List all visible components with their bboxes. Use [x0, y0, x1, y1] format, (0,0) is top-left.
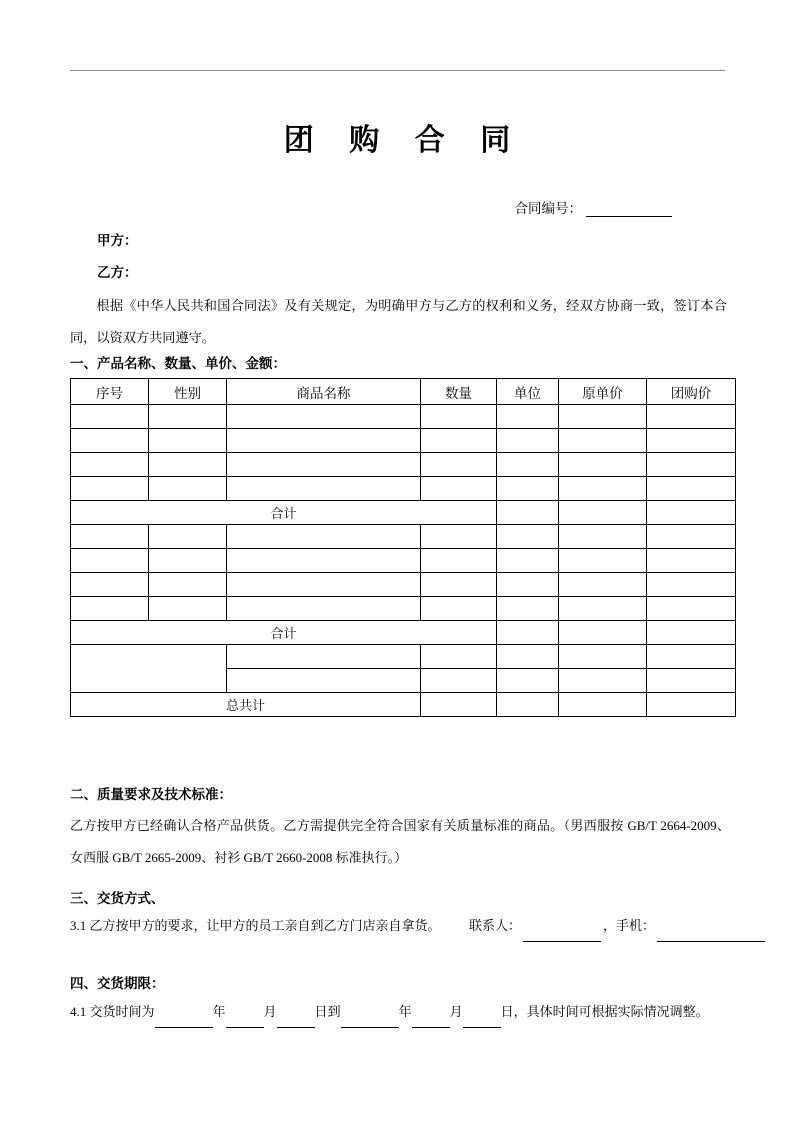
product-table	[70, 378, 736, 717]
subtotal-cell-original-price[interactable]	[559, 501, 647, 525]
cell-sex[interactable]	[149, 405, 227, 429]
subtotal-label: 合计	[71, 501, 497, 525]
cell-sex[interactable]	[149, 573, 227, 597]
contract-number-label: 合同编号：	[514, 201, 582, 216]
start-year-label: 年	[212, 1004, 226, 1019]
clause-number-3-1: 3.1	[70, 918, 87, 933]
cell-sex[interactable]	[149, 549, 227, 573]
end-month-input[interactable]	[412, 1015, 450, 1028]
phone-label: 手机：	[616, 918, 656, 933]
clause-number-4-1: 4.1	[70, 1004, 87, 1019]
table-row	[71, 477, 736, 501]
cell-unit[interactable]	[497, 405, 559, 429]
page-title: 团 购 合 同	[283, 124, 525, 157]
cell-qty[interactable]	[421, 669, 497, 693]
cell-unit[interactable]	[497, 429, 559, 453]
cell-original-price[interactable]	[559, 429, 647, 453]
start-day-label: 日	[314, 1004, 328, 1019]
cell-group-price[interactable]	[647, 549, 736, 573]
cell-original-price[interactable]	[559, 573, 647, 597]
section-four-heading: 四、交货期限：	[70, 976, 165, 991]
cell-unit[interactable]	[497, 597, 559, 621]
contact-person-label: 联系人：	[469, 918, 522, 933]
cell-name[interactable]	[227, 645, 421, 669]
subtotal-cell-group-price[interactable]	[647, 501, 736, 525]
subtotal-cell-unit[interactable]	[497, 621, 559, 645]
delivery-time-suffix: ，具体时间可根据实际情况调整。	[513, 1004, 709, 1019]
table-row	[71, 429, 736, 453]
cell-original-price[interactable]	[559, 549, 647, 573]
cell-qty[interactable]	[421, 597, 497, 621]
section-four-body	[70, 996, 730, 1028]
comma-separator: ，	[603, 918, 617, 933]
section-three-text: 乙方按甲方的要求，让甲方的员工亲自到乙方门店亲自拿货。	[89, 918, 441, 933]
subtotal-cell-unit[interactable]	[497, 501, 559, 525]
cell-original-price[interactable]	[559, 669, 647, 693]
cell-sex[interactable]	[149, 453, 227, 477]
cell-qty[interactable]	[421, 525, 497, 549]
cell-no[interactable]	[71, 549, 149, 573]
table-row	[71, 525, 736, 549]
cell-name[interactable]	[227, 429, 421, 453]
cell-unit[interactable]	[497, 573, 559, 597]
cell-name[interactable]	[227, 669, 421, 693]
cell-group-price[interactable]	[647, 597, 736, 621]
grand-total-row	[71, 693, 736, 717]
contract-number-input[interactable]	[586, 203, 672, 217]
table-row	[71, 549, 736, 573]
section-one-heading: 一、产品名称、数量、单价、金额：	[70, 356, 286, 371]
cell-qty[interactable]	[421, 429, 497, 453]
cell-no[interactable]	[71, 453, 149, 477]
cell-sex[interactable]	[149, 525, 227, 549]
cell-group-price[interactable]	[647, 405, 736, 429]
subtotal-cell-group-price[interactable]	[647, 621, 736, 645]
subtotal-label: 合计	[71, 621, 497, 645]
cell-original-price[interactable]	[559, 453, 647, 477]
phone-input[interactable]	[657, 929, 765, 942]
cell-original-price[interactable]	[559, 405, 647, 429]
contact-person-input[interactable]	[523, 929, 601, 942]
subtotal-row-two	[71, 621, 736, 645]
end-year-label: 年	[398, 1004, 412, 1019]
cell-sex[interactable]	[149, 597, 227, 621]
party-a-label: 甲方：	[97, 233, 138, 248]
cell-no[interactable]	[71, 405, 149, 429]
table-row	[71, 453, 736, 477]
section-three-body	[70, 910, 730, 942]
cell-qty[interactable]	[421, 645, 497, 669]
extra-row	[71, 645, 736, 669]
cell-qty[interactable]	[421, 453, 497, 477]
cell-no[interactable]	[71, 429, 149, 453]
section-three-heading: 三、交货方式、	[70, 891, 165, 906]
header-cell-original-price: 原单价	[559, 379, 647, 405]
header-cell-unit: 单位	[497, 379, 559, 405]
header-divider	[70, 70, 725, 71]
section-two-heading: 二、质量要求及技术标准：	[70, 787, 232, 802]
header-cell-name: 商品名称	[227, 379, 421, 405]
cell-name[interactable]	[227, 573, 421, 597]
table-row	[71, 573, 736, 597]
grand-total-label: 总共计	[71, 693, 421, 717]
cell-name[interactable]	[227, 525, 421, 549]
table-header-row	[71, 379, 736, 405]
extra-merged-cell[interactable]	[71, 645, 227, 693]
cell-qty[interactable]	[421, 573, 497, 597]
to-label: 到	[327, 1004, 341, 1019]
cell-no[interactable]	[71, 477, 149, 501]
cell-original-price[interactable]	[559, 645, 647, 669]
cell-no[interactable]	[71, 525, 149, 549]
cell-name[interactable]	[227, 477, 421, 501]
cell-unit[interactable]	[497, 477, 559, 501]
intro-paragraph: 根据《中华人民共和国合同法》及有关规定，为明确甲方与乙方的权利和义务，经双方协商一致，签订本合同，以资双方共同遵守。	[70, 298, 727, 345]
header-cell-qty: 数量	[421, 379, 497, 405]
cell-original-price[interactable]	[559, 477, 647, 501]
cell-group-price[interactable]	[647, 453, 736, 477]
table-row	[71, 597, 736, 621]
header-cell-sex: 性别	[149, 379, 227, 405]
cell-name[interactable]	[227, 453, 421, 477]
cell-group-price[interactable]	[647, 525, 736, 549]
end-month-label: 月	[449, 1004, 463, 1019]
grand-total-cell-qty[interactable]	[421, 693, 497, 717]
start-year-input[interactable]	[155, 1015, 213, 1028]
cell-group-price[interactable]	[647, 669, 736, 693]
cell-original-price[interactable]	[559, 525, 647, 549]
cell-group-price[interactable]	[647, 573, 736, 597]
cell-unit[interactable]	[497, 549, 559, 573]
cell-qty[interactable]	[421, 549, 497, 573]
cell-unit[interactable]	[497, 645, 559, 669]
cell-sex[interactable]	[149, 477, 227, 501]
section-two-body: 乙方按甲方已经确认合格产品供货。乙方需提供完全符合国家有关质量标准的商品。（男西服按 GB/T 2664-2009、 女西服 GB/T 2665-2009、衬衫 GB/T 2660-2008 标准执行。）	[70, 818, 730, 865]
end-year-input[interactable]	[341, 1015, 399, 1028]
grand-total-cell-unit[interactable]	[497, 693, 559, 717]
grand-total-cell-group-price[interactable]	[647, 693, 736, 717]
subtotal-cell-original-price[interactable]	[559, 621, 647, 645]
start-day-input[interactable]	[277, 1015, 315, 1028]
cell-qty[interactable]	[421, 405, 497, 429]
cell-no[interactable]	[71, 573, 149, 597]
cell-name[interactable]	[227, 549, 421, 573]
header-cell-no: 序号	[71, 379, 149, 405]
cell-unit[interactable]	[497, 453, 559, 477]
cell-group-price[interactable]	[647, 477, 736, 501]
cell-unit[interactable]	[497, 525, 559, 549]
contract-number-field	[515, 197, 673, 217]
start-month-input[interactable]	[226, 1015, 264, 1028]
cell-qty[interactable]	[421, 477, 497, 501]
cell-original-price[interactable]	[559, 597, 647, 621]
subtotal-row-one	[71, 501, 736, 525]
cell-name[interactable]	[227, 597, 421, 621]
cell-no[interactable]	[71, 597, 149, 621]
cell-group-price[interactable]	[647, 429, 736, 453]
party-b-label: 乙方：	[97, 265, 138, 280]
table-row	[71, 405, 736, 429]
cell-name[interactable]	[227, 405, 421, 429]
cell-unit[interactable]	[497, 669, 559, 693]
header-cell-group-price: 团购价	[647, 379, 736, 405]
cell-group-price[interactable]	[647, 645, 736, 669]
end-day-input[interactable]	[463, 1015, 501, 1028]
end-day-label: 日	[500, 1004, 514, 1019]
delivery-time-prefix: 交货时间为	[89, 1004, 155, 1019]
cell-sex[interactable]	[149, 429, 227, 453]
grand-total-cell-original-price[interactable]	[559, 693, 647, 717]
start-month-label: 月	[263, 1004, 277, 1019]
